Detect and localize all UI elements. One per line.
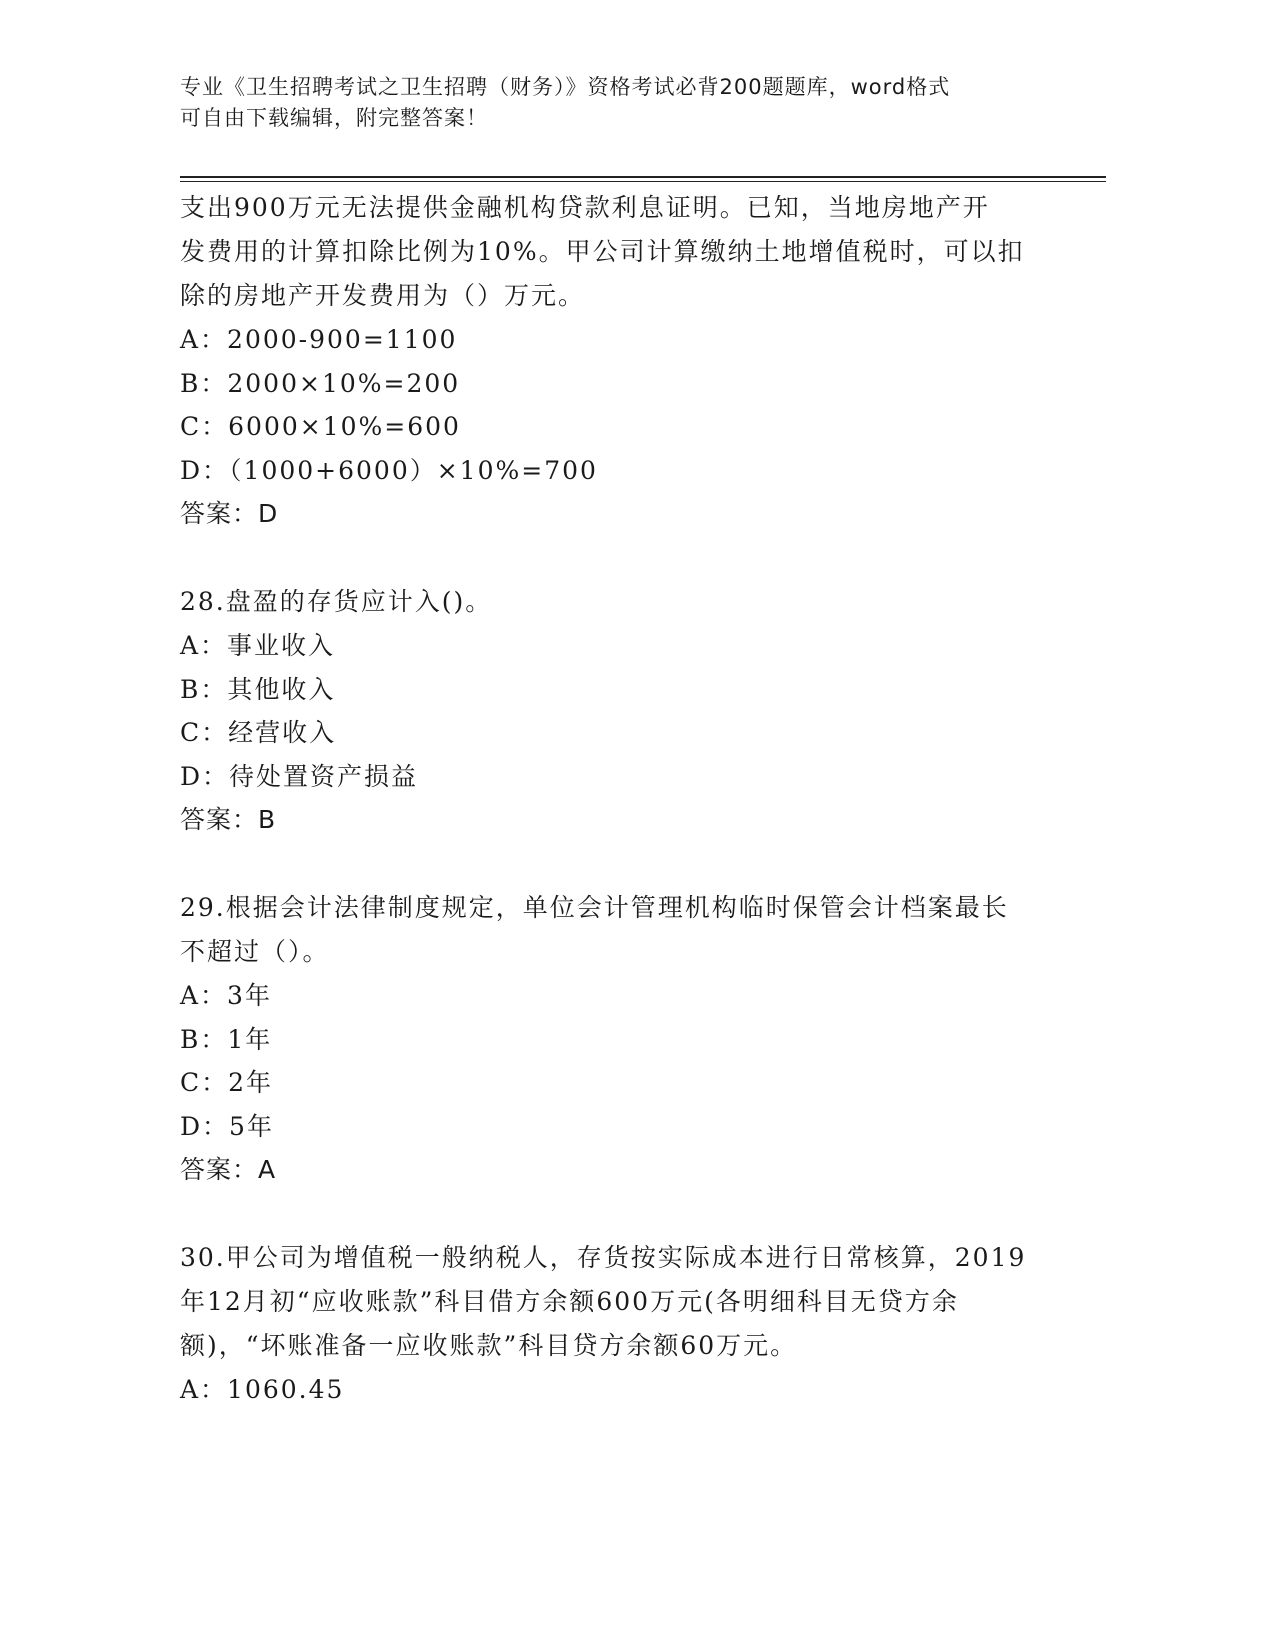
- option-d: D：待处置资产损益: [180, 761, 419, 791]
- option-c: C：6000×10%=600: [180, 412, 461, 441]
- option-c: C：经营收入: [180, 718, 337, 747]
- option-a: A：事业收入: [180, 631, 336, 660]
- question-text-line: 28.盘盈的存货应计入()。: [180, 587, 493, 616]
- header-divider-thin: [180, 181, 1106, 182]
- question-text-line: 额)，“坏账准备一应收账款”科目贷方余额60万元。: [180, 1331, 798, 1360]
- question-27-continued: [180, 186, 1060, 536]
- option-c: C：2年: [180, 1068, 274, 1097]
- option-d: D：5年: [180, 1111, 274, 1141]
- answer-line: 答案：A: [180, 1155, 277, 1184]
- option-a: A：2000-900=1100: [180, 325, 458, 354]
- option-b: B：1年: [180, 1024, 273, 1054]
- header-divider-thick: [180, 176, 1106, 178]
- question-content: [180, 186, 1060, 1412]
- option-b: B：其他收入: [180, 674, 336, 704]
- header-line-2: 可自由下载编辑，附完整答案！: [180, 106, 488, 130]
- option-b: B：2000×10%=200: [180, 368, 461, 398]
- option-d: D：（1000+6000）×10%=700: [180, 455, 598, 485]
- question-29: [180, 886, 1060, 1192]
- question-text-line: 除的房地产开发费用为（）万元。: [180, 281, 586, 310]
- question-text-line: 发费用的计算扣除比例为10%。甲公司计算缴纳土地增值税时，可以扣: [180, 237, 1025, 266]
- question-30: [180, 1236, 1060, 1412]
- header-line-1: 专业《卫生招聘考试之卫生招聘（财务）》资格考试必背200题题库，word格式: [180, 75, 951, 99]
- question-text-line: 年12月初“应收账款”科目借方余额600万元(各明细科目无贷方余: [180, 1287, 959, 1316]
- question-text-line: 30.甲公司为增值税一般纳税人，存货按实际成本进行日常核算，2019: [180, 1243, 1027, 1272]
- answer-line: 答案：D: [180, 499, 279, 528]
- question-28: [180, 580, 1060, 842]
- document-header: [180, 72, 1060, 134]
- question-text-line: 支出900万元无法提供金融机构贷款利息证明。已知，当地房地产开: [180, 193, 990, 222]
- answer-line: 答案：B: [180, 805, 277, 834]
- option-a: A：3年: [180, 981, 272, 1010]
- question-text-line: 不超过（）。: [180, 937, 330, 966]
- option-a: A：1060.45: [180, 1375, 345, 1404]
- question-text-line: 29.根据会计法律制度规定，单位会计管理机构临时保管会计档案最长: [180, 893, 1009, 922]
